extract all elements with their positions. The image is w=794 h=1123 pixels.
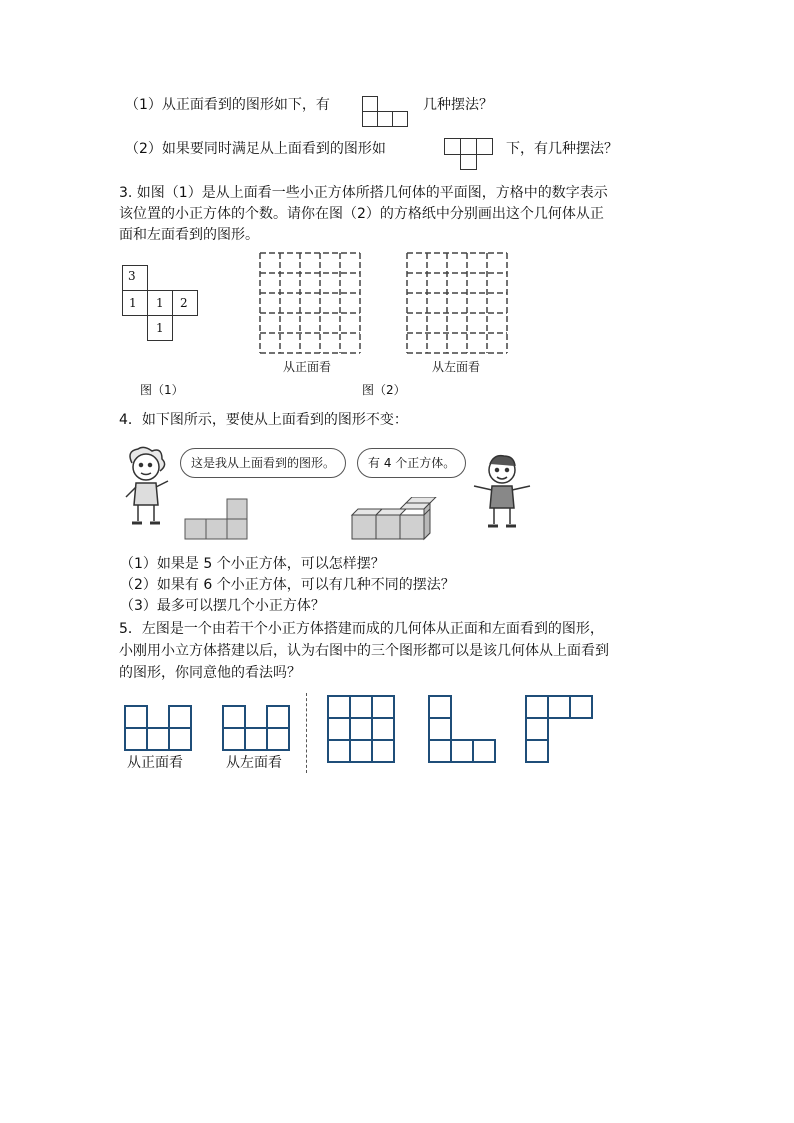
q5-text-line2: 小刚用小立方体搭建以后，认为右图中的三个图形都可以是该几何体从上面看到 bbox=[119, 643, 609, 659]
q4-sub2: （2）如果有 6 个小正方体，可以有几种不同的摆法？ bbox=[120, 577, 455, 593]
boy-right-illustration bbox=[470, 452, 534, 532]
q5-front-view-shape bbox=[124, 705, 194, 751]
top-view-shape bbox=[183, 497, 251, 543]
q2-sub2-text: （2）如果要同时满足从上面看到的图形如 bbox=[125, 141, 386, 157]
front-view-dashed-grid bbox=[258, 251, 362, 355]
top-view-option-2 bbox=[428, 695, 496, 763]
q5-left-view-shape bbox=[222, 705, 292, 751]
grid-number: 1 bbox=[156, 321, 164, 335]
q3-top-view-grid bbox=[122, 265, 222, 345]
q3-text-line3: 面和左面看到的图形。 bbox=[119, 227, 259, 243]
fig1-caption: 图（1） bbox=[140, 383, 184, 397]
q5-left-caption: 从左面看 bbox=[226, 755, 282, 771]
boy-left-illustration bbox=[120, 445, 176, 530]
speech-bubble-top-view: 这是我从上面看到的图形。 bbox=[180, 448, 346, 478]
top-view-option-3 bbox=[525, 695, 593, 763]
front-view-caption: 从正面看 bbox=[283, 360, 332, 374]
grid-number: 1 bbox=[156, 296, 164, 310]
q5-front-caption: 从正面看 bbox=[127, 755, 183, 771]
dashed-divider bbox=[306, 693, 307, 773]
left-view-dashed-grid bbox=[405, 251, 509, 355]
cubes-3d-illustration bbox=[350, 497, 440, 543]
q2-front-view-shape bbox=[362, 96, 410, 128]
fig2-caption: 图（2） bbox=[362, 383, 406, 397]
grid-number: 1 bbox=[129, 296, 137, 310]
top-view-option-1 bbox=[327, 695, 395, 763]
q4-sub3: （3）最多可以摆几个小正方体？ bbox=[120, 598, 325, 614]
q5-text-line1: 5．左图是一个由若干个小正方体搭建而成的几何体从正面和左面看到的图形， bbox=[119, 621, 604, 637]
grid-number: 3 bbox=[128, 269, 136, 283]
q2-sub1-tail: 几种摆法？ bbox=[423, 97, 493, 113]
q2-top-view-shape bbox=[444, 138, 494, 170]
grid-number: 2 bbox=[180, 296, 188, 310]
q3-text-line1: 3. 如图（1）是从上面看一些小正方体所搭几何体的平面图，方格中的数字表示 bbox=[119, 185, 608, 201]
q5-text-line3: 的图形，你同意他的看法吗？ bbox=[119, 665, 301, 681]
q2-sub1-text: （1）从正面看到的图形如下，有 bbox=[125, 97, 330, 113]
q3-text-line2: 该位置的小正方体的个数。请你在图（2）的方格纸中分别画出这个几何体从正 bbox=[119, 206, 604, 222]
left-view-caption: 从左面看 bbox=[432, 360, 481, 374]
q4-sub1: （1）如果是 5 个小正方体，可以怎样摆？ bbox=[120, 556, 385, 572]
q2-sub2-tail: 下，有几种摆法？ bbox=[506, 141, 618, 157]
q4-title: 4．如下图所示，要使从上面看到的图形不变： bbox=[119, 412, 408, 428]
speech-bubble-count: 有 4 个正方体。 bbox=[357, 448, 466, 478]
